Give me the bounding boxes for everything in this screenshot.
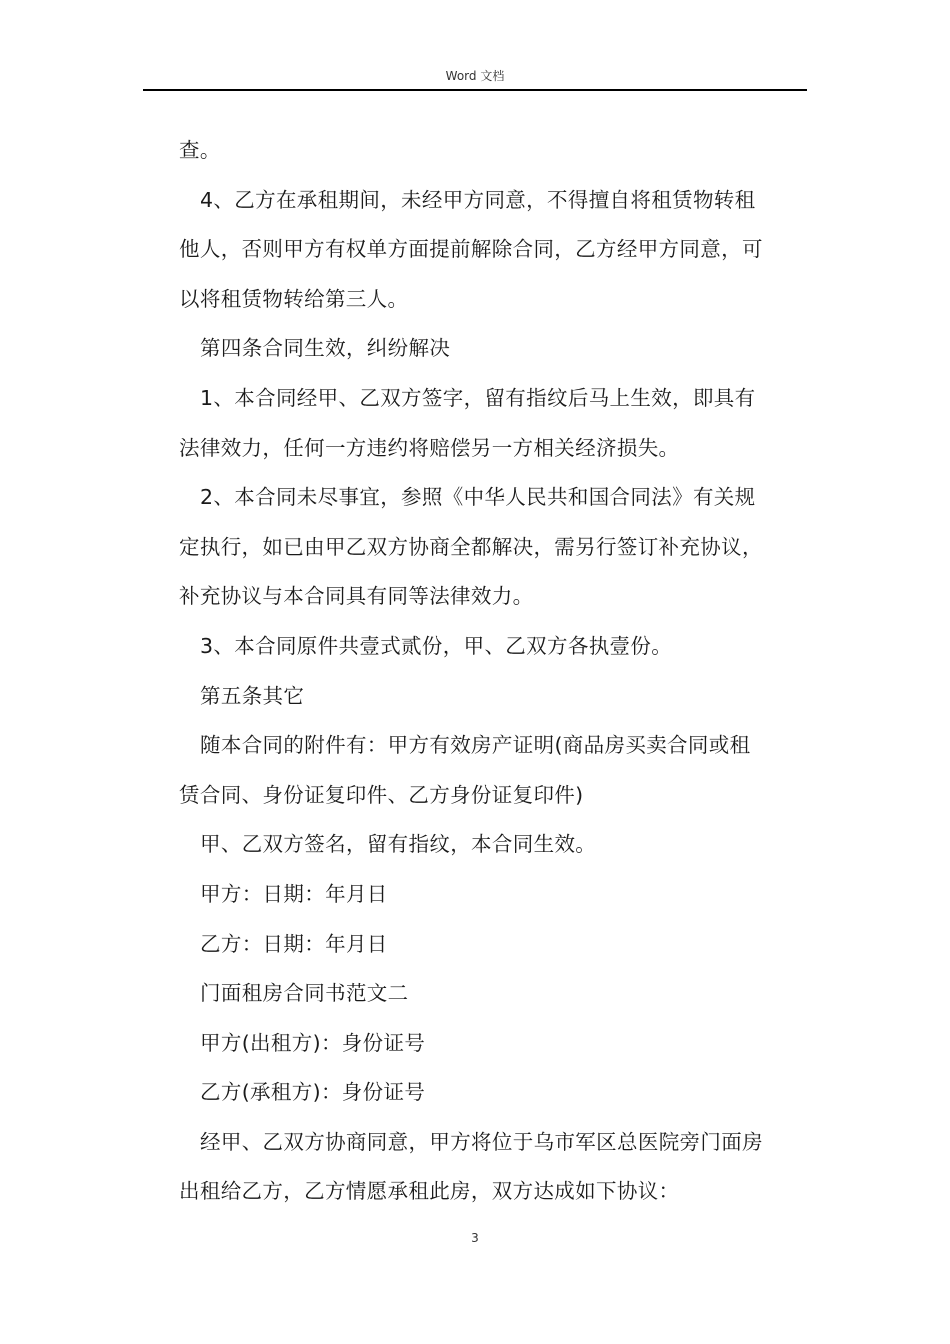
signature-line: 甲方：日期：年月日 (200, 881, 388, 906)
document-body (179, 126, 809, 1217)
paragraph-line: 出租给乙方，乙方情愿承租此房，双方达成如下协议： (179, 1179, 680, 1204)
section-heading: 第五条其它 (200, 683, 305, 708)
page-number: 3 (471, 1231, 479, 1245)
signature-line: 乙方：日期：年月日 (200, 931, 388, 956)
party-line: 乙方(承租方)：身份证号 (200, 1080, 426, 1105)
paragraph-line: 查。 (179, 138, 221, 162)
paragraph-line: 2、本合同未尽事宜，参照《中华人民共和国合同法》有关规 (200, 485, 756, 510)
paragraph-line: 经甲、乙双方协商同意，甲方将位于乌市军区总医院旁门面房 (200, 1129, 763, 1154)
paragraph-line: 定执行，如已由甲乙双方协商全都解决，需另行签订补充协议， (179, 534, 763, 559)
paragraph-line: 法律效力，任何一方违约将赔偿另一方相关经济损失。 (179, 435, 680, 460)
paragraph-line: 以将租赁物转给第三人。 (179, 286, 409, 311)
paragraph-line: 3、本合同原件共壹式贰份，甲、乙双方各执壹份。 (200, 633, 673, 658)
paragraph-line: 4、乙方在承租期间，未经甲方同意，不得擅自将租赁物转租 (200, 187, 756, 212)
paragraph-line: 甲、乙双方签名，留有指纹，本合同生效。 (200, 832, 597, 857)
paragraph-line: 赁合同、身份证复印件、乙方身份证复印件) (179, 782, 584, 807)
section-heading: 第四条合同生效，纠纷解决 (200, 336, 451, 361)
paragraph-line: 随本合同的附件有：甲方有效房产证明(商品房买卖合同或租 (200, 733, 751, 758)
paragraph-line: 补充协议与本合同具有同等法律效力。 (179, 584, 534, 609)
document-title: 门面租房合同书范文二 (200, 981, 409, 1006)
party-line: 甲方(出租方)：身份证号 (200, 1030, 426, 1055)
paragraph-line: 他人，否则甲方有权单方面提前解除合同，乙方经甲方同意，可 (179, 237, 763, 262)
paragraph-line: 1、本合同经甲、乙双方签字，留有指纹后马上生效，即具有 (200, 385, 756, 410)
page-header (143, 60, 807, 91)
header-title: Word 文档 (445, 69, 505, 83)
